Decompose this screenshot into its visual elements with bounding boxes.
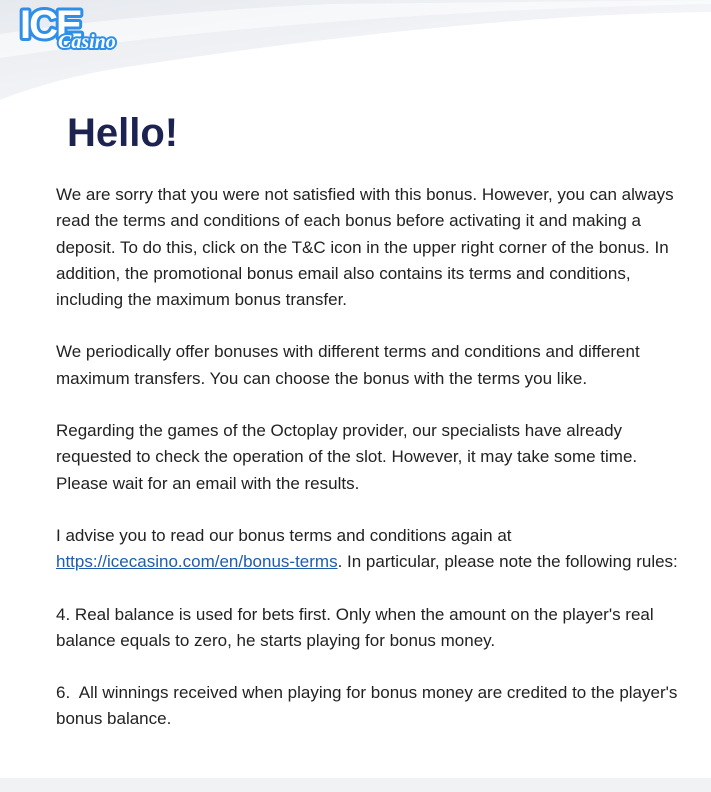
logo-graphic (18, 0, 134, 52)
ice-casino-logo[interactable] (18, 0, 134, 52)
rule-text: Real balance is used for bets first. Only when the amount on the player's real balance equals to zero, he starts playing for bonus money. (56, 604, 654, 650)
rule-item (56, 680, 686, 733)
greeting-heading: Hello! (67, 111, 179, 155)
rule-number: 4. (56, 604, 71, 624)
logo-ice-text: ICE (20, 3, 81, 47)
advice-text-after: . In particular, please note the following rules: (337, 552, 678, 572)
rule-item (56, 602, 686, 655)
email-content (56, 108, 686, 759)
footer-bar (0, 778, 711, 792)
advice-text-before: I advise you to read our bonus terms and conditions again at (56, 525, 512, 545)
paragraph-octoplay: Regarding the games of the Octoplay provider, our specialists have already requested to check the operation of the slot. However, it may take some time. Please wait for an email with the results. (56, 421, 638, 493)
bonus-terms-link[interactable]: https://icecasino.com/en/bonus-terms (56, 552, 338, 572)
logo-casino-text: Casino (58, 31, 116, 52)
message-body (56, 182, 686, 733)
rule-text: All winnings received when playing for bonus money are credited to the player's bonus balance. (56, 683, 678, 729)
rule-number: 6. (56, 683, 71, 703)
paragraph-bonus-terms: We are sorry that you were not satisfied with this bonus. However, you can always read the terms and conditions of each bonus before activating it and making a deposit. To do this, click on the T&C icon in the upper right corner of the bonus. In addition, the promotional bonus email also contains its terms and conditions, including the maximum bonus transfer. (56, 185, 674, 310)
paragraph-periodic-bonuses: We periodically offer bonuses with different terms and conditions and different maximum transfers. You can choose the bonus with the terms you like. (56, 342, 640, 388)
paragraph-advice (56, 523, 686, 576)
